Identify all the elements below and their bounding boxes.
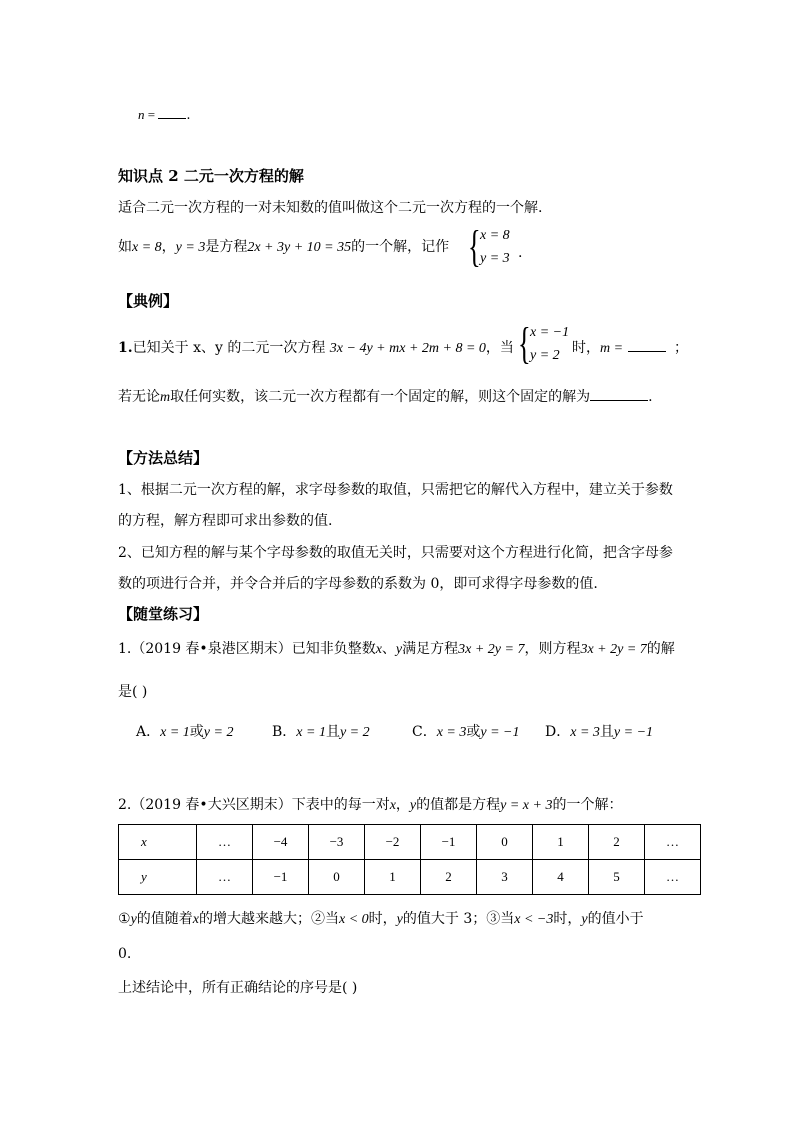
table-cell: 0 [309, 860, 365, 895]
table-row-y [119, 860, 701, 895]
table-cell: −3 [309, 825, 365, 860]
method-p1-line2: 的方程，解方程即可求出参数的值. [118, 513, 333, 529]
answer-blank [158, 104, 186, 119]
conclusions-line2: 0. [118, 946, 132, 962]
table-cell: 3 [477, 860, 533, 895]
table-cell: 2 [589, 825, 645, 860]
method-p2-line1: 2、已知方程的解与某个字母参数的取值无关时，只需要对这个方程进行化简，把含字母参 [118, 545, 673, 561]
section-title: 知识点 2 二元一次方程的解 [118, 167, 304, 185]
dianli-question-1: 1.已知关于 x、y 的二元一次方程 3x − 4y + mx + 2m + 8 = 0，当 [118, 340, 514, 356]
var-n: n [138, 107, 145, 122]
method-p1-line1: 1、根据二元一次方程的解，求字母参数的取值，只需把它的解代入方程中，建立关于参数 [118, 482, 673, 498]
practice-q1-line1: 1.（2019 春•泉港区期末）已知非负整数x、y满足方程3x + 2y = 7，则方程3x + 2y = 7的解 [118, 641, 675, 657]
answer-blank-m [628, 337, 666, 352]
example-solution-system: { x = 8 y = 3 . [468, 222, 523, 271]
dianli-question-1-line2: 若无论m取任何实数，该二元一次方程都有一个固定的解，则这个固定的解为 . [118, 386, 653, 406]
practice-heading: 【随堂练习】 [118, 605, 209, 623]
option-a[interactable]: A．x = 1或y = 2 [136, 724, 234, 740]
table-cell: … [197, 860, 253, 895]
definition-text: 适合二元一次方程的一对未知数的值叫做这个二元一次方程的一个解. [118, 200, 543, 216]
table-cell: −2 [365, 825, 421, 860]
table-cell: … [645, 860, 701, 895]
table-cell: x [119, 825, 197, 860]
answer-blank-fixed-solution [590, 386, 648, 401]
practice-q2-line1: 2.（2019 春•大兴区期末）下表中的每一对x，y的值都是方程y = x + 3的一个解： [118, 797, 623, 813]
option-d[interactable]: D．x = 3且y = −1 [545, 724, 654, 740]
dianli-heading: 【典例】 [118, 292, 179, 310]
conclusions-line1: ①y的值随着x的增大越来越大；②当x < 0时，y的值大于 3；③当x < −3时，y的值小于 [118, 911, 644, 927]
table-cell: 5 [589, 860, 645, 895]
table-row-x [119, 825, 701, 860]
brace-symbol: { [518, 319, 531, 368]
option-c[interactable]: C．x = 3或y = −1 [412, 724, 520, 740]
values-table [118, 824, 701, 895]
table-cell: 1 [533, 825, 589, 860]
table-cell: 0 [477, 825, 533, 860]
dianli-question-1-tail: 时，m = ； [572, 337, 688, 357]
table-cell: … [645, 825, 701, 860]
practice-q1-line2: 是( ) [118, 684, 148, 700]
dianli-system: { x = −1 y = 2 [518, 319, 570, 368]
table-cell: 4 [533, 860, 589, 895]
example-line: 如x = 8，y = 3是方程2x + 3y + 10 = 35的一个解，记作 [118, 239, 450, 255]
table-cell: −1 [421, 825, 477, 860]
method-p2-line2: 数的项进行合并，并令合并后的字母参数的系数为 0，即可求得字母参数的值. [118, 576, 598, 592]
top-answer-line: n = . [138, 104, 190, 123]
option-b[interactable]: B．x = 1且y = 2 [272, 724, 370, 740]
table-cell: −4 [253, 825, 309, 860]
method-heading: 【方法总结】 [118, 449, 209, 467]
table-cell: y [119, 860, 197, 895]
table-cell: 1 [365, 860, 421, 895]
brace-symbol: { [468, 222, 481, 271]
table-cell: −1 [253, 860, 309, 895]
table-cell: 2 [421, 860, 477, 895]
table-cell: … [197, 825, 253, 860]
practice-q2-question: 上述结论中，所有正确结论的序号是( ) [118, 980, 358, 996]
